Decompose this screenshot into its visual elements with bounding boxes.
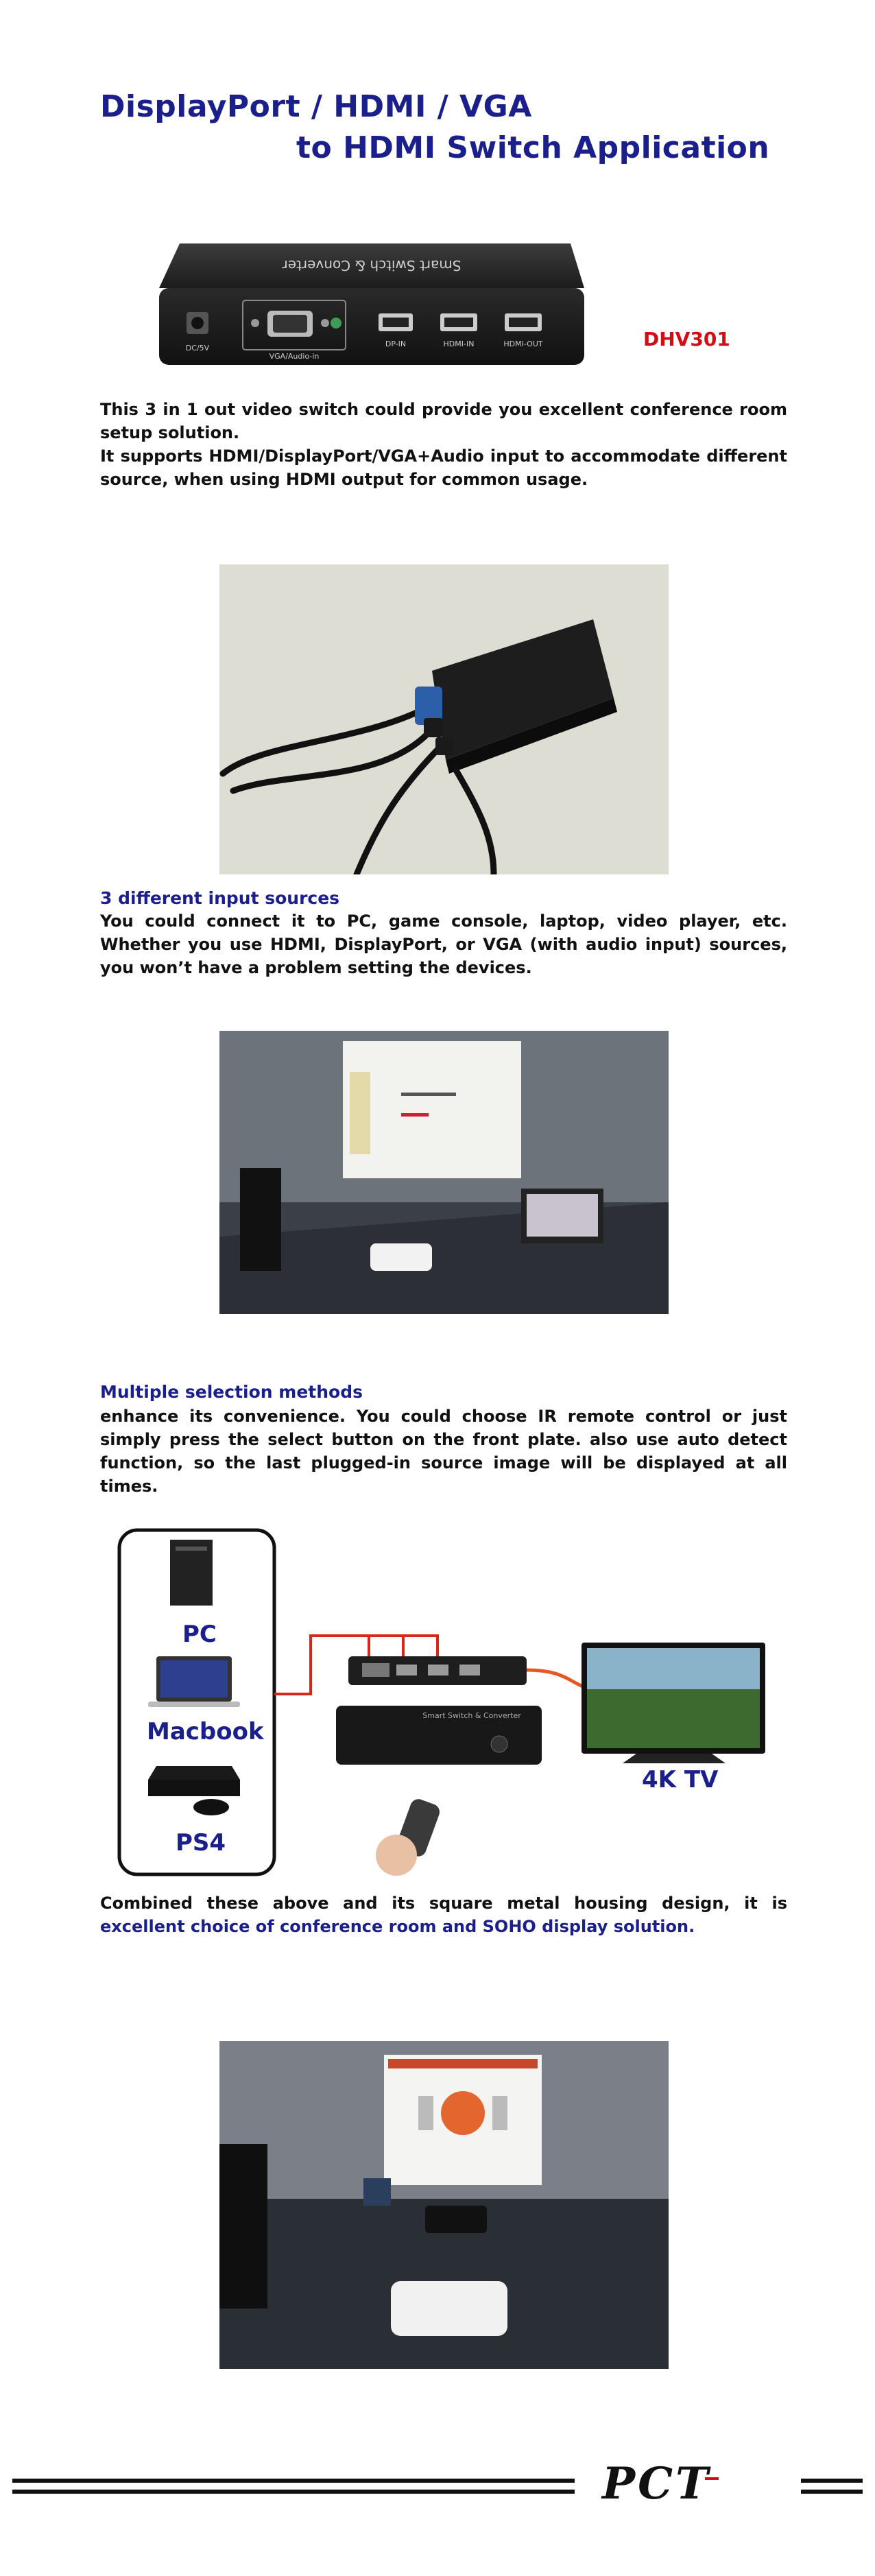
diagram-label-4k-tv: 4K TV (642, 1766, 719, 1793)
closing-paragraph (100, 1892, 787, 1938)
device-cables-photo (219, 564, 669, 874)
footer-bar (12, 2458, 863, 2509)
conference-room-device-photo (219, 2041, 669, 2369)
diagram-label-macbook: Macbook (147, 1718, 264, 1745)
port-label-dc: DC/5V (185, 344, 210, 353)
model-number: DHV301 (643, 328, 730, 350)
diagram-label-pc: PC (182, 1621, 217, 1648)
closing-text: Combined these above and its square metal housing design, it is (100, 1894, 787, 1913)
connection-diagram (115, 1526, 772, 1883)
section1-text: You could connect it to PC, game console, laptop, video player, etc. Whether you use HDMI, DisplayPort, or VGA (with audio input) sources, you won’t have a problem setting the devices. (100, 911, 787, 977)
port-label-hdmi-out: HDMI-OUT (503, 339, 543, 348)
intro-paragraph-2: It supports HDMI/DisplayPort/VGA+Audio input to accommodate different source, when using HDMI output for common usage. (100, 446, 787, 489)
title-line-1: DisplayPort / HDMI / VGA (100, 89, 532, 124)
closing-highlight: excellent choice of conference room and SOHO display solution. (100, 1917, 695, 1936)
title-line-2: to HDMI Switch Application (296, 130, 770, 165)
intro-paragraph-1: This 3 in 1 out video switch could provide you excellent conference room setup solution. (100, 400, 787, 442)
device-top-label: Smart Switch & Converter (282, 257, 462, 274)
port-label-vga: VGA/Audio-in (269, 352, 320, 361)
diagram-device-label: Smart Switch & Converter (422, 1711, 521, 1720)
section2-heading: Multiple selection methods (100, 1382, 363, 1402)
section2-text: enhance its convenience. You could choose IR remote control or just simply press the select button on the front plate. also use auto detect function, so the last plugged-in source image will be displayed at all times. (100, 1407, 787, 1496)
diagram-label-ps4: PS4 (176, 1829, 226, 1857)
pct-logo: PCT (602, 2458, 711, 2509)
port-label-hdmi-in: HDMI-IN (443, 339, 475, 348)
section1-heading: 3 different input sources (100, 888, 340, 908)
conference-room-photo (219, 1031, 669, 1314)
product-image (152, 237, 591, 374)
port-label-dp: DP-IN (385, 339, 407, 348)
